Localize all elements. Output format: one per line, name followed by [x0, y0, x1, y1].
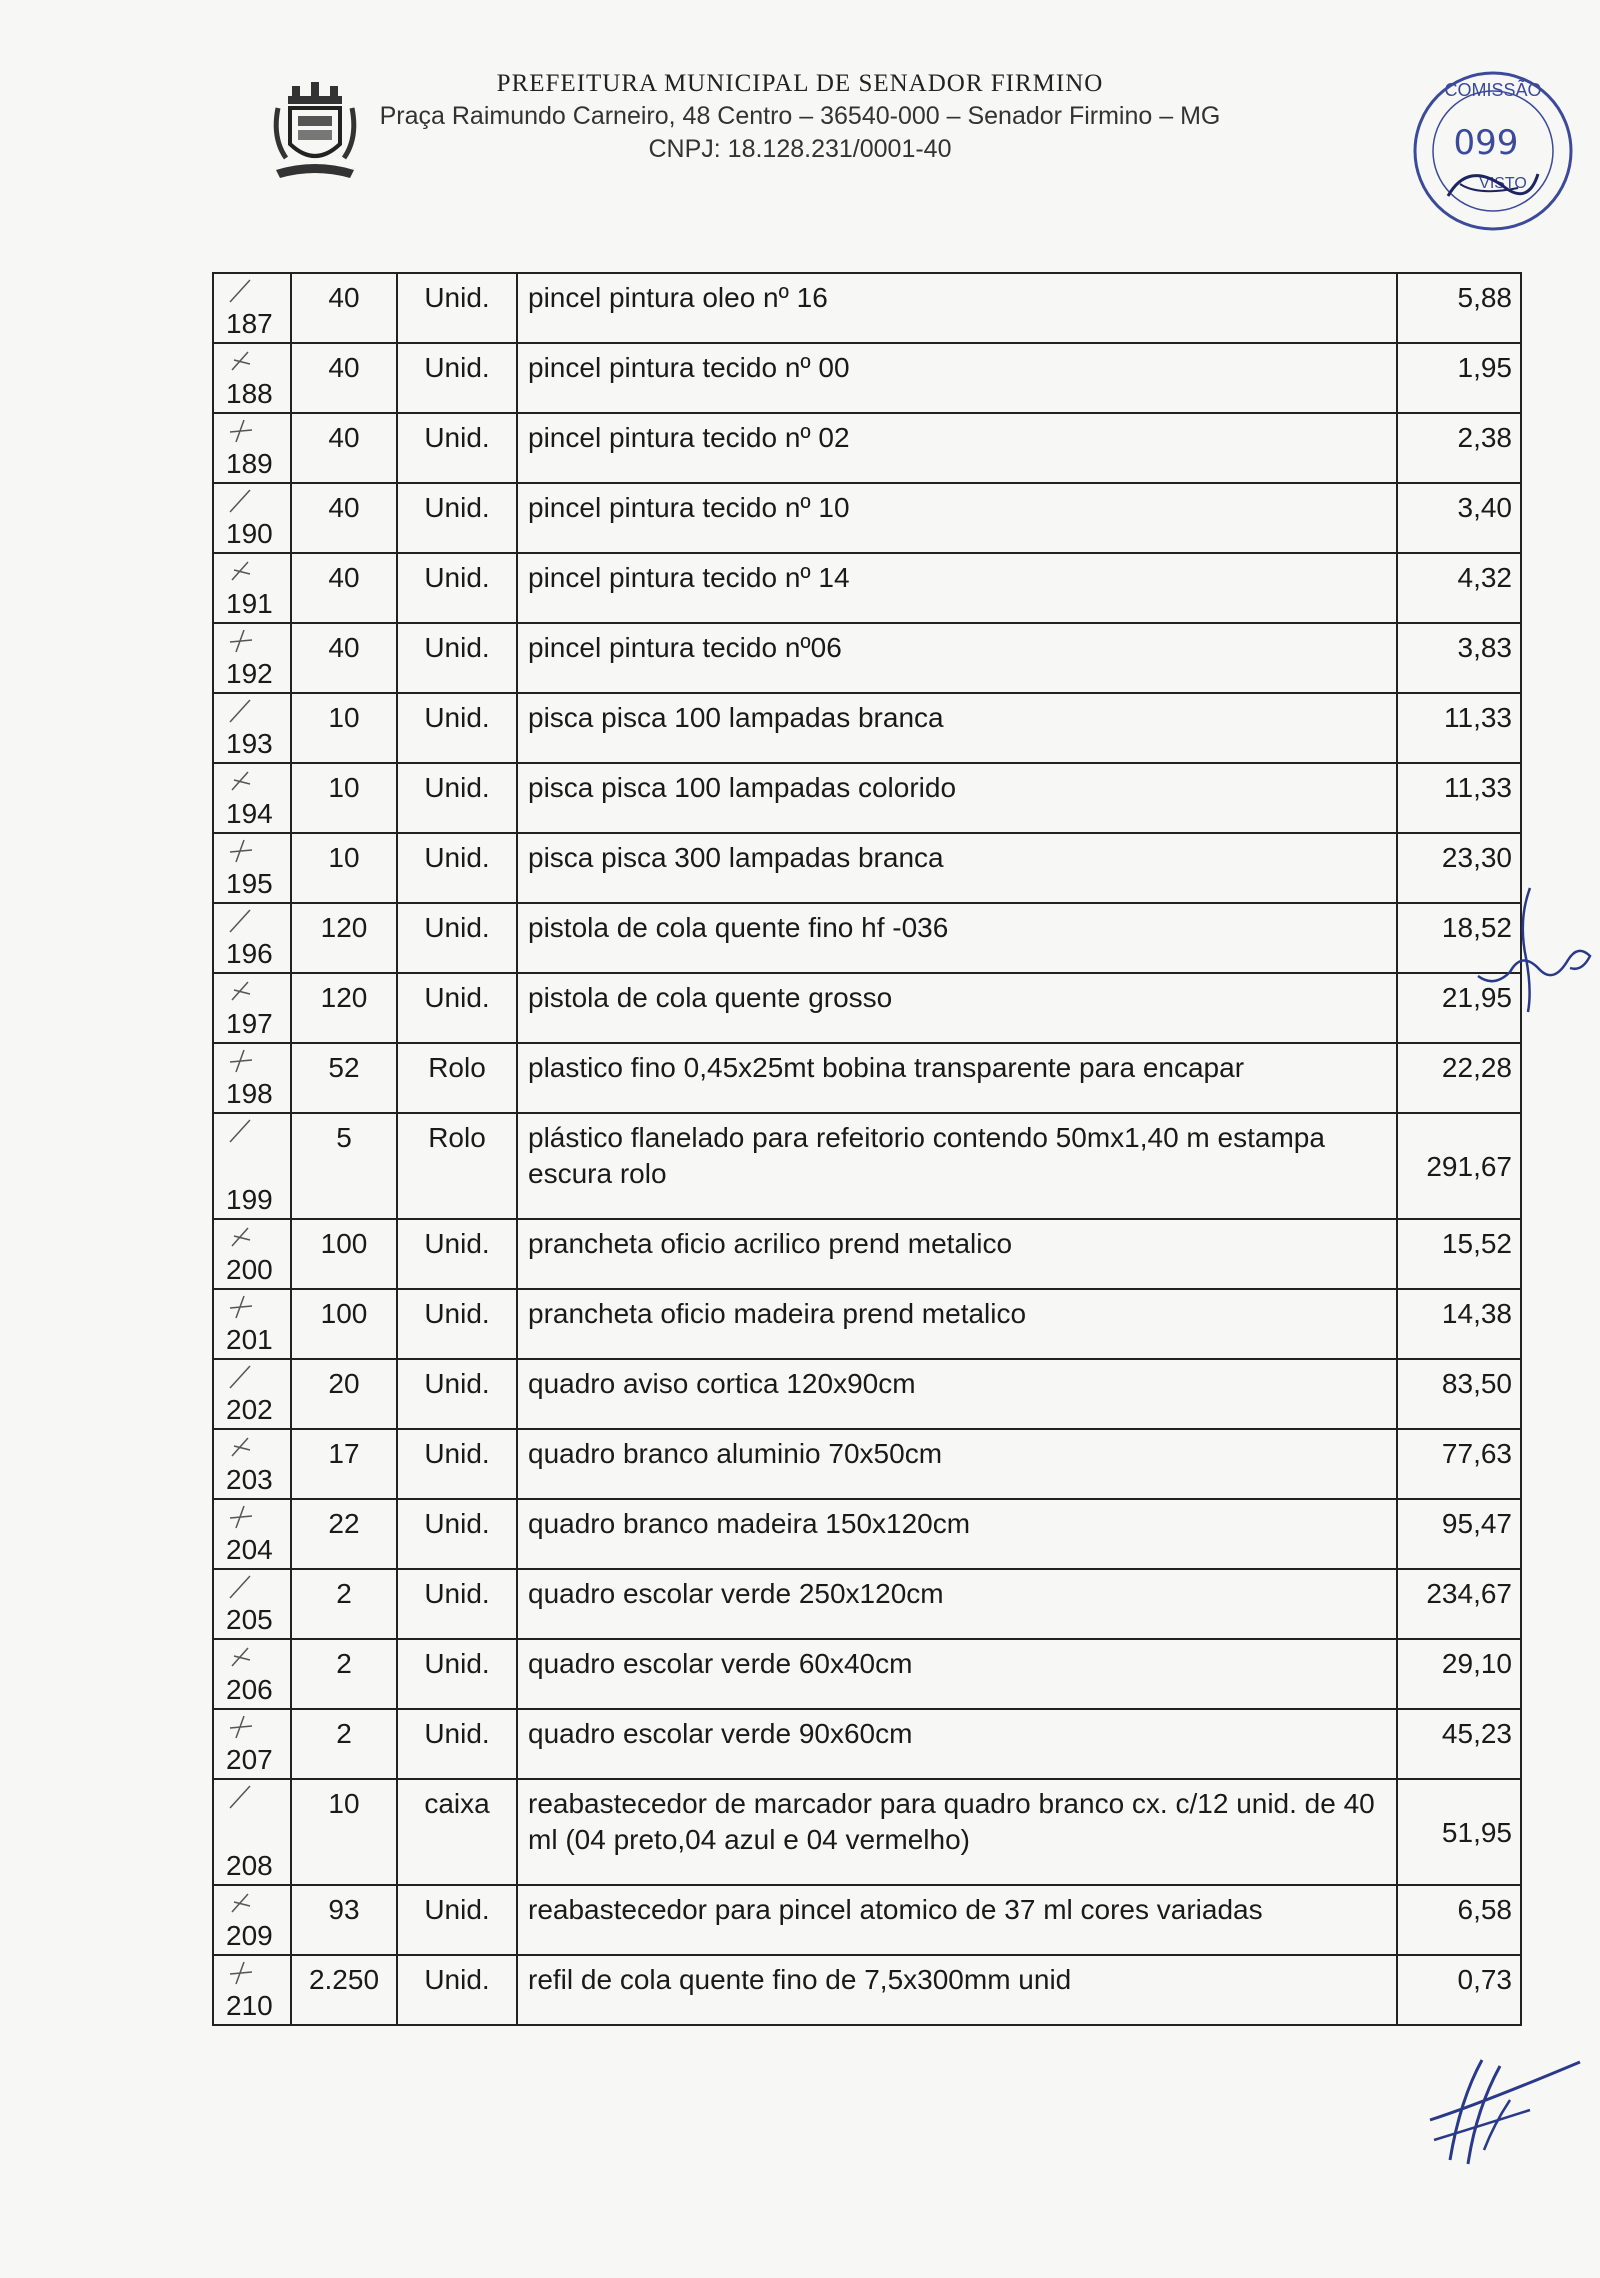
- table-row: [213, 1779, 1521, 1885]
- item-unit: caixa: [397, 1779, 517, 1885]
- item-number-label: 205: [226, 1604, 273, 1635]
- stamp-number: 099: [1453, 123, 1519, 163]
- check-mark-icon: [220, 1222, 260, 1252]
- item-unit: Unid.: [397, 1359, 517, 1429]
- item-price: 18,52: [1397, 903, 1521, 973]
- table-row: [213, 273, 1521, 343]
- table-row: [213, 1499, 1521, 1569]
- item-description: pincel pintura tecido nº 10: [517, 483, 1397, 553]
- item-unit: Unid.: [397, 903, 517, 973]
- check-mark-icon: [220, 836, 260, 866]
- item-quantity: 2: [291, 1639, 397, 1709]
- table-row: [213, 1289, 1521, 1359]
- item-description: plástico flanelado para refeitorio contendo 50mx1,40 m estampa escura rolo: [517, 1113, 1397, 1219]
- header-cnpj: CNPJ: 18.128.231/0001-40: [648, 135, 952, 163]
- item-unit: Rolo: [397, 1043, 517, 1113]
- check-mark-icon: [220, 1572, 260, 1602]
- check-mark-icon: [220, 1642, 260, 1672]
- item-quantity: 2: [291, 1709, 397, 1779]
- header-title: PREFEITURA MUNICIPAL DE SENADOR FIRMINO: [496, 70, 1104, 97]
- item-unit: Unid.: [397, 833, 517, 903]
- table-row: [213, 1429, 1521, 1499]
- item-quantity: 10: [291, 1779, 397, 1885]
- item-number-label: 203: [226, 1464, 273, 1495]
- item-quantity: 10: [291, 763, 397, 833]
- item-quantity: 40: [291, 273, 397, 343]
- item-unit: Unid.: [397, 1569, 517, 1639]
- check-mark-icon: [220, 1888, 260, 1918]
- item-price: 4,32: [1397, 553, 1521, 623]
- item-price: 15,52: [1397, 1219, 1521, 1289]
- item-unit: Unid.: [397, 1709, 517, 1779]
- item-quantity: 2.250: [291, 1955, 397, 2025]
- item-quantity: 93: [291, 1885, 397, 1955]
- item-unit: Unid.: [397, 553, 517, 623]
- table-row: [213, 1219, 1521, 1289]
- check-mark-icon: [220, 1782, 260, 1812]
- item-price: 11,33: [1397, 763, 1521, 833]
- item-price: 5,88: [1397, 273, 1521, 343]
- item-number: [213, 1709, 291, 1779]
- item-unit: Unid.: [397, 1499, 517, 1569]
- item-unit: Unid.: [397, 483, 517, 553]
- document-header: [0, 70, 1600, 164]
- check-mark-icon: [220, 906, 260, 936]
- item-quantity: 40: [291, 483, 397, 553]
- item-unit: Unid.: [397, 1289, 517, 1359]
- item-number: [213, 1779, 291, 1885]
- item-number-label: 192: [226, 658, 273, 689]
- item-unit: Unid.: [397, 413, 517, 483]
- item-number: [213, 1289, 291, 1359]
- check-mark-icon: [220, 696, 260, 726]
- check-mark-icon: [220, 1712, 260, 1742]
- item-number: [213, 413, 291, 483]
- item-number-label: 187: [226, 308, 273, 339]
- check-mark-icon: [220, 1292, 260, 1322]
- item-price: 95,47: [1397, 1499, 1521, 1569]
- table-row: [213, 1113, 1521, 1219]
- item-unit: Unid.: [397, 693, 517, 763]
- item-price: 51,95: [1397, 1779, 1521, 1885]
- table-row: [213, 1955, 1521, 2025]
- item-number-label: 197: [226, 1008, 273, 1039]
- item-number: [213, 343, 291, 413]
- item-number-label: 196: [226, 938, 273, 969]
- item-quantity: 20: [291, 1359, 397, 1429]
- item-number: [213, 553, 291, 623]
- item-description: pisca pisca 300 lampadas branca: [517, 833, 1397, 903]
- item-unit: Unid.: [397, 763, 517, 833]
- handwritten-signature-bottom: [1420, 2040, 1590, 2180]
- table-row: [213, 1709, 1521, 1779]
- item-price: 11,33: [1397, 693, 1521, 763]
- item-quantity: 40: [291, 413, 397, 483]
- item-number: [213, 1955, 291, 2025]
- item-price: 291,67: [1397, 1113, 1521, 1219]
- check-mark-icon: [220, 1502, 260, 1532]
- table-row: [213, 553, 1521, 623]
- item-number-label: 208: [226, 1850, 273, 1881]
- item-description: quadro escolar verde 60x40cm: [517, 1639, 1397, 1709]
- check-mark-icon: [220, 1046, 260, 1076]
- table-row: [213, 833, 1521, 903]
- item-quantity: 40: [291, 553, 397, 623]
- item-description: pincel pintura oleo nº 16: [517, 273, 1397, 343]
- item-price: 234,67: [1397, 1569, 1521, 1639]
- item-price: 23,30: [1397, 833, 1521, 903]
- item-description: prancheta oficio madeira prend metalico: [517, 1289, 1397, 1359]
- item-quantity: 40: [291, 343, 397, 413]
- item-price: 6,58: [1397, 1885, 1521, 1955]
- item-number: [213, 1113, 291, 1219]
- check-mark-icon: [220, 486, 260, 516]
- item-price: 1,95: [1397, 343, 1521, 413]
- item-number: [213, 1885, 291, 1955]
- item-description: pincel pintura tecido nº 00: [517, 343, 1397, 413]
- check-mark-icon: [220, 1362, 260, 1392]
- item-number-label: 198: [226, 1078, 273, 1109]
- item-description: prancheta oficio acrilico prend metalico: [517, 1219, 1397, 1289]
- item-unit: Unid.: [397, 1885, 517, 1955]
- item-quantity: 17: [291, 1429, 397, 1499]
- item-quantity: 100: [291, 1219, 397, 1289]
- item-price: 2,38: [1397, 413, 1521, 483]
- table-row: [213, 623, 1521, 693]
- item-description: quadro escolar verde 90x60cm: [517, 1709, 1397, 1779]
- check-mark-icon: [220, 976, 260, 1006]
- item-number: [213, 1499, 291, 1569]
- item-number-label: 209: [226, 1920, 273, 1951]
- table-row: [213, 903, 1521, 973]
- item-unit: Unid.: [397, 1429, 517, 1499]
- item-number-label: 201: [226, 1324, 273, 1355]
- item-number: [213, 273, 291, 343]
- check-mark-icon: [220, 346, 260, 376]
- item-number: [213, 903, 291, 973]
- item-quantity: 10: [291, 693, 397, 763]
- item-number: [213, 693, 291, 763]
- item-number: [213, 833, 291, 903]
- item-number: [213, 1429, 291, 1499]
- item-number-label: 207: [226, 1744, 273, 1775]
- item-description: pincel pintura tecido nº06: [517, 623, 1397, 693]
- item-number: [213, 1359, 291, 1429]
- item-number-label: 195: [226, 868, 273, 899]
- item-quantity: 120: [291, 903, 397, 973]
- check-mark-icon: [220, 1432, 260, 1462]
- item-number: [213, 763, 291, 833]
- item-description: reabastecedor para pincel atomico de 37 ml cores variadas: [517, 1885, 1397, 1955]
- item-price: 21,95: [1397, 973, 1521, 1043]
- item-description: refil de cola quente fino de 7,5x300mm unid: [517, 1955, 1397, 2025]
- item-price: 45,23: [1397, 1709, 1521, 1779]
- table-row: [213, 1639, 1521, 1709]
- item-unit: Unid.: [397, 973, 517, 1043]
- item-unit: Unid.: [397, 343, 517, 413]
- item-number-label: 199: [226, 1184, 273, 1215]
- item-number-label: 206: [226, 1674, 273, 1705]
- item-unit: Unid.: [397, 1219, 517, 1289]
- item-quantity: 10: [291, 833, 397, 903]
- item-number: [213, 623, 291, 693]
- item-description: quadro branco madeira 150x120cm: [517, 1499, 1397, 1569]
- item-number-label: 200: [226, 1254, 273, 1285]
- item-unit: Unid.: [397, 1639, 517, 1709]
- item-quantity: 100: [291, 1289, 397, 1359]
- item-quantity: 22: [291, 1499, 397, 1569]
- item-description: reabastecedor de marcador para quadro branco cx. c/12 unid. de 40 ml (04 preto,04 azul e 04 vermelho): [517, 1779, 1397, 1885]
- item-price: 14,38: [1397, 1289, 1521, 1359]
- handwritten-signature-margin: [1470, 880, 1600, 1020]
- item-number: [213, 483, 291, 553]
- check-mark-icon: [220, 1958, 260, 1988]
- check-mark-icon: [220, 556, 260, 586]
- item-unit: Unid.: [397, 1955, 517, 2025]
- item-number: [213, 973, 291, 1043]
- item-unit: Unid.: [397, 273, 517, 343]
- item-number: [213, 1043, 291, 1113]
- item-number: [213, 1219, 291, 1289]
- item-description: quadro aviso cortica 120x90cm: [517, 1359, 1397, 1429]
- items-table: [212, 272, 1522, 2026]
- table-row: [213, 343, 1521, 413]
- table-row: [213, 413, 1521, 483]
- table-row: [213, 1885, 1521, 1955]
- table-row: [213, 1569, 1521, 1639]
- check-mark-icon: [220, 766, 260, 796]
- item-price: 3,83: [1397, 623, 1521, 693]
- stamp-top-text: COMISSÃO: [1444, 80, 1542, 100]
- item-quantity: 5: [291, 1113, 397, 1219]
- item-number-label: 202: [226, 1394, 273, 1425]
- item-number: [213, 1569, 291, 1639]
- item-number-label: 189: [226, 448, 273, 479]
- item-number-label: 193: [226, 728, 273, 759]
- item-description: pincel pintura tecido nº 14: [517, 553, 1397, 623]
- item-quantity: 2: [291, 1569, 397, 1639]
- item-price: 29,10: [1397, 1639, 1521, 1709]
- item-description: quadro escolar verde 250x120cm: [517, 1569, 1397, 1639]
- check-mark-icon: [220, 1116, 260, 1146]
- item-description: pisca pisca 100 lampadas branca: [517, 693, 1397, 763]
- header-address: Praça Raimundo Carneiro, 48 Centro – 36540-000 – Senador Firmino – MG: [379, 102, 1221, 130]
- item-price: 22,28: [1397, 1043, 1521, 1113]
- commission-stamp: [1408, 66, 1578, 236]
- item-description: pisca pisca 100 lampadas colorido: [517, 763, 1397, 833]
- item-price: 83,50: [1397, 1359, 1521, 1429]
- item-price: 77,63: [1397, 1429, 1521, 1499]
- item-unit: Rolo: [397, 1113, 517, 1219]
- table-row: [213, 763, 1521, 833]
- stamp-visto: VISTO: [1479, 175, 1527, 192]
- check-mark-icon: [220, 416, 260, 446]
- item-number-label: 190: [226, 518, 273, 549]
- item-price: 3,40: [1397, 483, 1521, 553]
- item-number: [213, 1639, 291, 1709]
- item-price: 0,73: [1397, 1955, 1521, 2025]
- item-number-label: 194: [226, 798, 273, 829]
- check-mark-icon: [220, 626, 260, 656]
- table-row: [213, 973, 1521, 1043]
- item-number-label: 191: [226, 588, 273, 619]
- table-row: [213, 483, 1521, 553]
- table-row: [213, 693, 1521, 763]
- item-description: plastico fino 0,45x25mt bobina transparente para encapar: [517, 1043, 1397, 1113]
- item-quantity: 40: [291, 623, 397, 693]
- table-row: [213, 1359, 1521, 1429]
- item-unit: Unid.: [397, 623, 517, 693]
- item-number-label: 204: [226, 1534, 273, 1565]
- item-description: quadro branco aluminio 70x50cm: [517, 1429, 1397, 1499]
- table-row: [213, 1043, 1521, 1113]
- item-quantity: 52: [291, 1043, 397, 1113]
- item-description: pistola de cola quente fino hf -036: [517, 903, 1397, 973]
- item-quantity: 120: [291, 973, 397, 1043]
- item-description: pincel pintura tecido nº 02: [517, 413, 1397, 483]
- check-mark-icon: [220, 276, 260, 306]
- item-number-label: 210: [226, 1990, 273, 2021]
- item-description: pistola de cola quente grosso: [517, 973, 1397, 1043]
- item-number-label: 188: [226, 378, 273, 409]
